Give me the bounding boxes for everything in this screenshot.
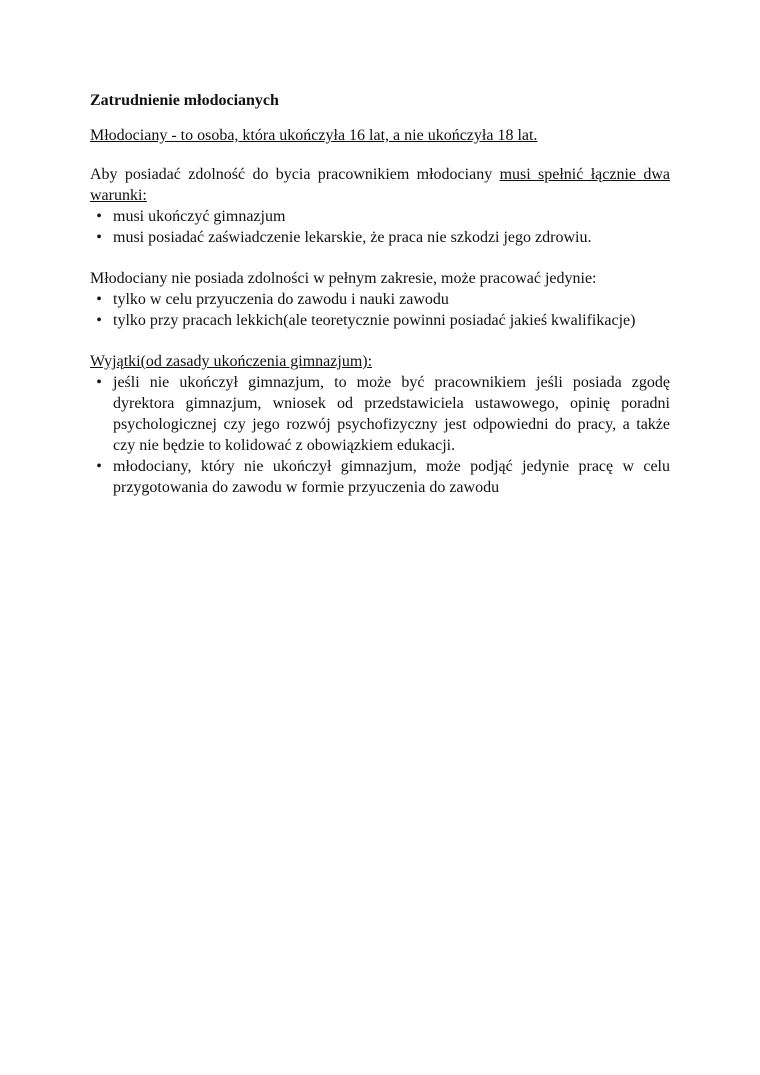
- document-page: [90, 90, 670, 498]
- list-item-text: tylko w celu przyuczenia do zawodu i nauki zawodu: [113, 291, 449, 308]
- bullet-icon: •: [96, 291, 102, 308]
- list-item: [90, 372, 670, 456]
- section1-intro: [90, 164, 670, 206]
- list-item-text: musi posiadać zaświadczenie lekarskie, że praca nie szkodzi jego zdrowiu.: [113, 229, 592, 246]
- definition-line: Młodociany - to osoba, która ukończyła 16 lat, a nie ukończyła 18 lat.: [90, 127, 538, 144]
- list-item-text: musi ukończyć gimnazjum: [113, 208, 286, 225]
- section3-list: [90, 372, 670, 498]
- list-item: [90, 289, 670, 310]
- list-item-text: młodociany, który nie ukończył gimnazjum, może podjąć jedynie pracę w celu przygotowania do zawodu w formie przyuczenia do zawodu: [113, 458, 670, 496]
- bullet-icon: •: [96, 312, 102, 329]
- list-item: [90, 310, 670, 331]
- section1-intro-underlined: musi spełnić łącznie dwa warunki:: [90, 166, 670, 204]
- bullet-icon: •: [96, 208, 102, 225]
- spacer: [90, 248, 670, 268]
- section2-list: [90, 289, 670, 331]
- section3-intro: Wyjątki(od zasady ukończenia gimnazjum):: [90, 353, 373, 370]
- document-title: Zatrudnienie młodocianych: [90, 92, 279, 109]
- list-item: [90, 206, 670, 227]
- list-item-text: tylko przy pracach lekkich(ale teoretycznie powinni posiadać jakieś kwalifikacje): [113, 312, 636, 329]
- list-item: [90, 456, 670, 498]
- bullet-icon: •: [96, 458, 102, 475]
- list-item: [90, 227, 670, 248]
- section2-intro: Młodociany nie posiada zdolności w pełnym zakresie, może pracować jedynie:: [90, 270, 597, 287]
- list-item-text: jeśli nie ukończył gimnazjum, to może być pracownikiem jeśli posiada zgodę dyrektora gimnazjum, wniosek od przedstawiciela ustawowego, opinię poradni psychologicznej czy jego rozwój psychofizyczny jest odpowiedni do pracy, a także czy nie będzie to kolidować z obowiązkiem edukacji.: [113, 374, 670, 454]
- bullet-icon: •: [96, 229, 102, 246]
- section1-intro-text: Aby posiadać zdolność do bycia pracownikiem młodociany: [90, 166, 500, 183]
- section1-list: [90, 206, 670, 248]
- spacer: [90, 331, 670, 351]
- bullet-icon: •: [96, 374, 102, 391]
